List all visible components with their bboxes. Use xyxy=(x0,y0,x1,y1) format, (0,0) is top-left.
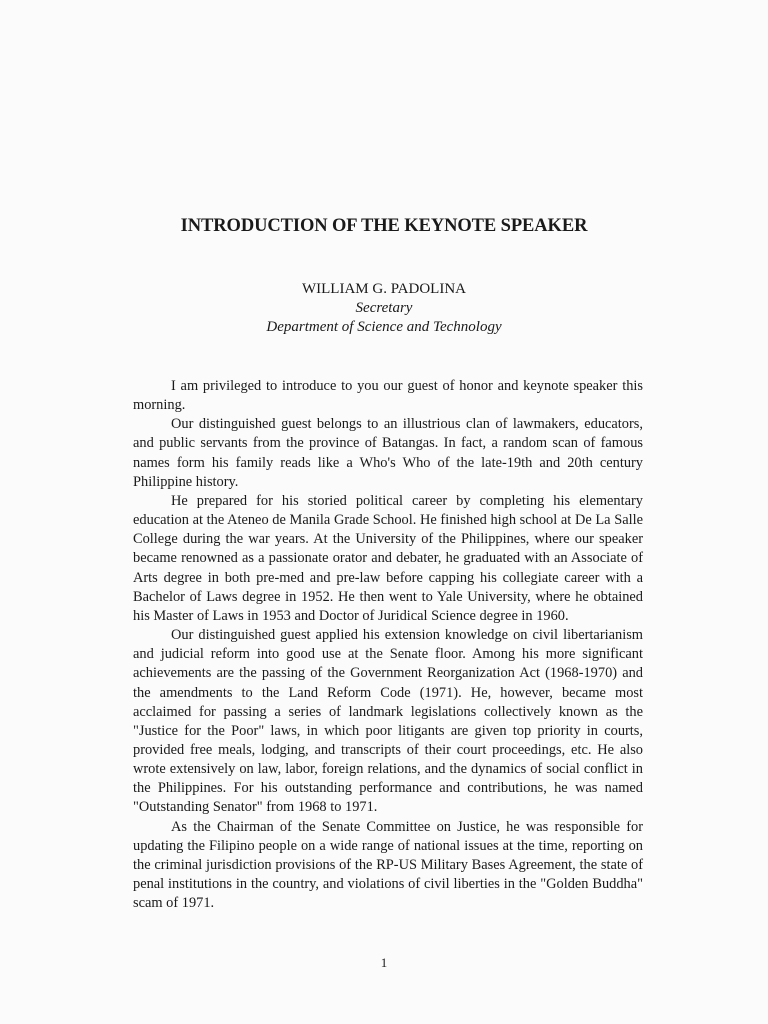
author-department: Department of Science and Technology xyxy=(266,319,502,335)
paragraph: I am privileged to introduce to you our guest of honor and keynote speaker this morning. xyxy=(133,378,643,414)
body-text xyxy=(133,377,643,913)
paragraph: Our distinguished guest belongs to an illustrious clan of lawmakers, educators, and public servants from the province of Batangas. In fact, a random scan of famous names form his family reads like a Who's Who of the late-19th and 20th century Philippine history. xyxy=(133,416,643,490)
paragraph: As the Chairman of the Senate Committee on Justice, he was responsible for updating the Filipino people on a wide range of national issues at the time, reporting on the criminal jurisdiction provisions of the RP-US Military Bases Agreement, the state of penal institutions in the country, and violations of civil liberties in the "Golden Buddha" scam of 1971. xyxy=(133,818,643,912)
author-role: Secretary xyxy=(355,300,413,316)
author-block xyxy=(0,280,768,337)
page-number: 1 xyxy=(380,955,388,970)
paragraph: He prepared for his storied political career by completing his elementary education at the Ateneo de Manila Grade School. He finished high school at De La Salle College during the war years. At the University of the Philippines, where our speaker became renowned as a passionate orator and debater, he graduated with an Associate of Arts degree in both pre-med and pre-law before capping his collegiate career with a Bachelor of Laws degree in 1952. He then went to Yale University, where he obtained his Master of Laws in 1953 and Doctor of Juridical Science degree in 1960. xyxy=(133,492,643,624)
document-title: INTRODUCTION OF THE KEYNOTE SPEAKER xyxy=(180,216,588,236)
author-name: WILLIAM G. PADOLINA xyxy=(301,281,466,297)
paragraph: Our distinguished guest applied his extension knowledge on civil libertarianism and judicial reform into good use at the Senate floor. Among his more significant achievements are the passing of the Government Reorganization Act (1968-1970) and the amendments to the Land Reform Code (1971). He, however, became most acclaimed for passing a series of landmark legislations collectively known as the "Justice for the Poor" laws, in which poor litigants are given top priority in courts, provided free meals, lodging, and transcripts of their court proceedings, etc. He also wrote extensively on law, labor, foreign relations, and the dynamics of social conflict in the Philippines. For his outstanding performance and contributions, he was named "Outstanding Senator" from 1968 to 1971. xyxy=(133,627,643,816)
